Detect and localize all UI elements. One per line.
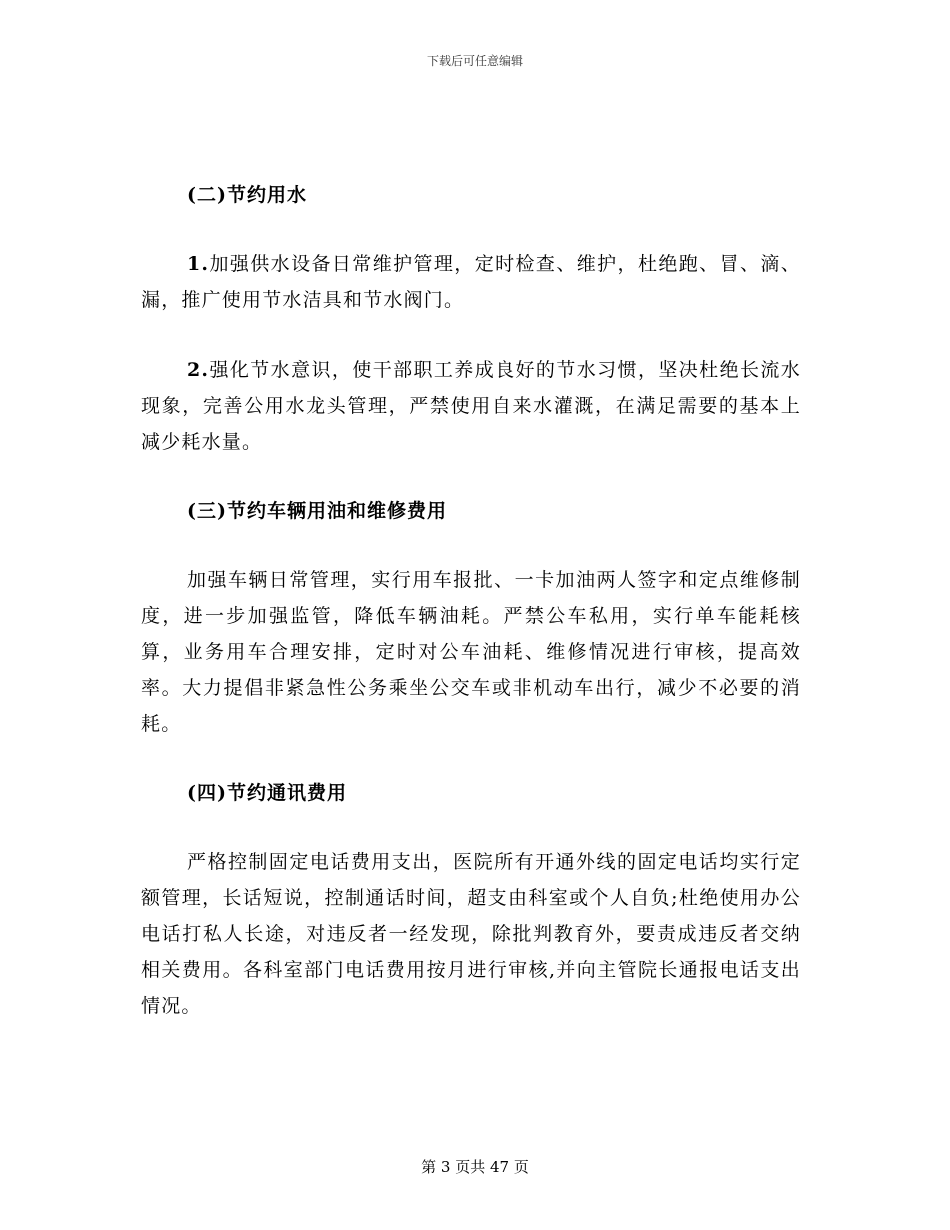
paragraph-communication [141, 844, 801, 1024]
paragraph-water-1 [141, 246, 801, 318]
section-heading-vehicle: (三)节约车辆用油和维修费用 [187, 500, 447, 522]
paragraph-number: 1. [187, 253, 210, 275]
paragraph-vehicle [141, 562, 801, 742]
section-heading-water: (二)节约用水 [187, 184, 307, 206]
document-body [141, 178, 801, 1058]
paragraph-text: 加强供水设备日常维护管理，定时检查、维护，杜绝跑、冒、滴、漏，推广使用节水洁具和节水阀门。 [141, 253, 801, 311]
section-heading-communication: (四)节约通讯费用 [187, 782, 347, 804]
paragraph-text: 加强车辆日常管理，实行用车报批、一卡加油两人签字和定点维修制度，进一步加强监管，降低车辆油耗。严禁公车私用，实行单车能耗核算，业务用车合理安排，定时对公车油耗、维修情况进行审核，提高效率。大力提倡非紧急性公务乘坐公交车或非机动车出行，减少不必要的消耗。 [141, 569, 801, 735]
paragraph-text: 强化节水意识，使干部职工养成良好的节水习惯，坚决杜绝长流水现象，完善公用水龙头管理，严禁使用自来水灌溉，在满足需要的基本上减少耗水量。 [141, 359, 801, 453]
header-note: 下载后可任意编辑 [426, 54, 523, 68]
paragraph-water-2 [141, 352, 801, 460]
page-footer: 第 3 页共 47 页 [421, 1158, 529, 1176]
paragraph-text: 严格控制固定电话费用支出，医院所有开通外线的固定电话均实行定额管理，长话短说，控制通话时间，超支由科室或个人自负;杜绝使用办公电话打私人长途，对违反者一经发现，除批判教育外，要责成违反者交纳相关费用。各科室部门电话费用按月进行审核,并向主管院长通报电话支出情况。 [141, 851, 801, 1017]
paragraph-number: 2. [187, 359, 210, 381]
